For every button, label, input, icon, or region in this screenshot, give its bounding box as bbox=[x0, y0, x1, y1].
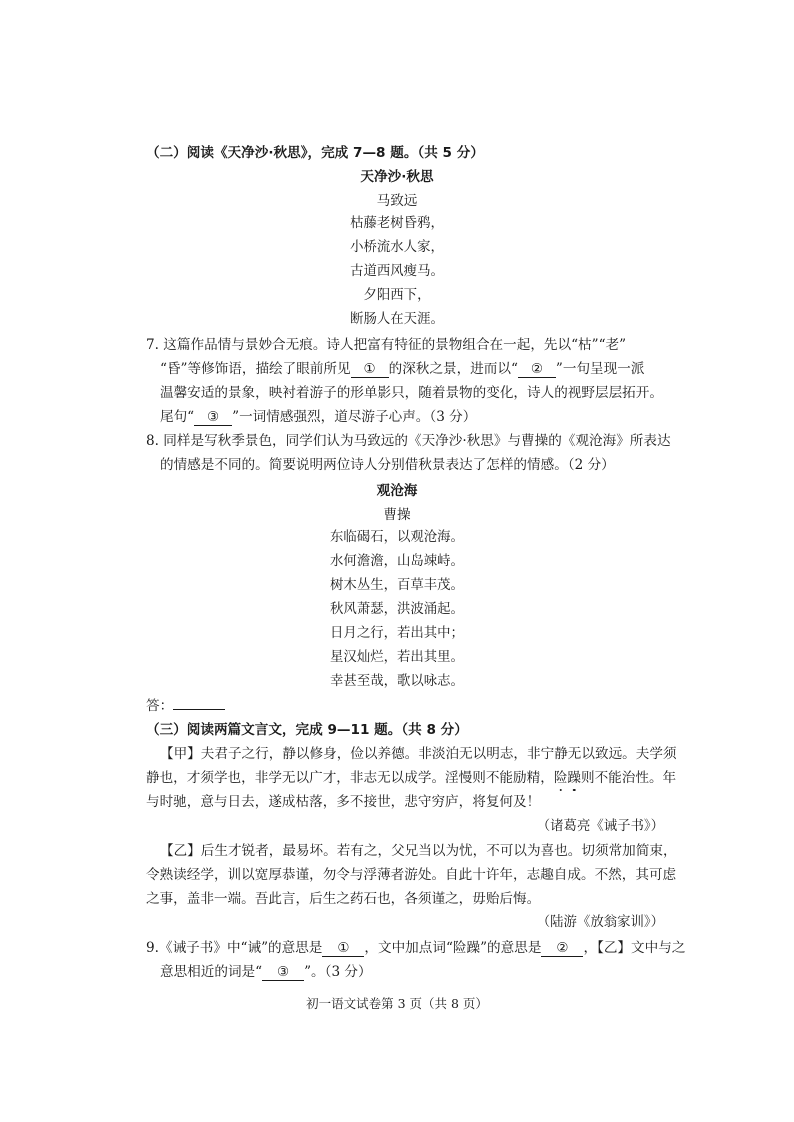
q8-line: 的情感是不同的。简要说明两位诗人分别借秋景表达了怎样的情感。（2 分） bbox=[160, 457, 615, 473]
poem1-line: 断肠人在天涯。 bbox=[350, 312, 444, 327]
poem2-title: 观沧海 bbox=[376, 483, 418, 499]
q7-blank-3[interactable]: ③ bbox=[194, 410, 232, 426]
q7-blank-2[interactable]: ② bbox=[518, 362, 556, 378]
jia-line: 【甲】夫君子之行，静以修身，俭以养德。非淡泊无以明志，非宁静无以致远。夫学须 bbox=[160, 746, 677, 762]
dotted-char: 险 bbox=[553, 770, 568, 786]
jia-line: 与时驰，意与日去，遂成枯落，多不接世，悲守穷庐，将复何及！ bbox=[146, 794, 541, 810]
q7-text: ”一词情感强烈，道尽游子心声。（3 分） bbox=[232, 409, 477, 425]
jia-line bbox=[146, 770, 676, 786]
q7-line: 7. 这篇作品情与景妙合无痕。诗人把富有特征的景物组合在一起，先以“枯”“老” bbox=[146, 337, 627, 353]
poem1-line: 小桥流水人家， bbox=[350, 240, 444, 255]
q8-line: 8. 同样是写秋季景色，同学们认为马致远的《天净沙·秋思》与曹操的《观沧海》所表达 bbox=[146, 433, 671, 449]
poem2-line: 树木丛生，百草丰茂。 bbox=[330, 578, 464, 593]
yi-line: 令熟读经学，训以宽厚恭谨，勿令与浮薄者游处。自此十许年，志趣自成。不然，其可虑 bbox=[146, 867, 677, 883]
q9-line bbox=[160, 964, 372, 981]
poem2-line: 日月之行，若出其中； bbox=[330, 626, 464, 641]
page-footer: 初一语文试卷第 3 页（共 8 页） bbox=[306, 996, 488, 1011]
q7-blank-1[interactable]: ① bbox=[351, 362, 389, 378]
poem2-author: 曹操 bbox=[383, 507, 411, 523]
q9-text: 9.《诫子书》中“诫”的意思是 bbox=[146, 940, 323, 956]
q9-blank-3[interactable]: ③ bbox=[262, 965, 304, 981]
q9-blank-2[interactable]: ② bbox=[541, 941, 583, 957]
poem2-line: 东临碣石，以观沧海。 bbox=[330, 530, 464, 545]
answer-row bbox=[146, 698, 225, 714]
answer-label: 答： bbox=[146, 698, 174, 714]
poem1-line: 枯藤老树昏鸦， bbox=[350, 216, 444, 231]
q7-line bbox=[160, 361, 644, 378]
yi-line: 【乙】后生才锐者，最易坏。若有之，父兄当以为忧，不可以为喜也。切须常加简束， bbox=[160, 843, 677, 859]
dotted-char: 躁 bbox=[567, 770, 581, 786]
poem1-author: 马致远 bbox=[376, 193, 418, 209]
q7-line bbox=[160, 409, 476, 426]
q9-text: ”。（3 分） bbox=[304, 964, 372, 980]
poem1-line: 古道西风瘦马。 bbox=[350, 264, 444, 279]
jia-source: （诸葛亮《诫子书》） bbox=[536, 819, 664, 834]
q9-text: ，【乙】文中与之 bbox=[583, 940, 686, 956]
poem2-line: 星汉灿烂，若出其里。 bbox=[330, 650, 464, 665]
poem1-title: 天净沙·秋思 bbox=[360, 169, 434, 185]
q9-blank-1[interactable]: ① bbox=[322, 941, 364, 957]
poem2-line: 幸甚至哉，歌以咏志。 bbox=[330, 674, 464, 689]
poem2-line: 水何澹澹，山岛竦峙。 bbox=[330, 554, 464, 569]
poem2-line: 秋风萧瑟，洪波涌起。 bbox=[330, 602, 464, 617]
q7-text: “昏”等修饰语，描绘了眼前所见 bbox=[160, 361, 351, 377]
q7-line: 温馨安适的景象，映衬着游子的形单影只，随着景物的变化，诗人的视野层层拓开。 bbox=[160, 385, 663, 401]
q7-text: 的深秋之景，进而以“ bbox=[388, 361, 518, 377]
yi-line: 之事，盖非一端。吾此言，后生之药石也，各须谨之，毋贻后悔。 bbox=[146, 891, 541, 907]
jia-text: 静也，才须学也，非学无以广才，非志无以成学。淫慢则不能励精， bbox=[146, 770, 554, 786]
q7-text: 尾句“ bbox=[160, 409, 195, 425]
yi-source: （陆游《放翁家训》） bbox=[536, 915, 664, 930]
poem1-line: 夕阳西下， bbox=[363, 288, 431, 303]
q9-line bbox=[146, 940, 685, 957]
answer-blank[interactable] bbox=[173, 709, 225, 710]
q9-text: ，文中加点词“险躁”的意思是 bbox=[364, 940, 542, 956]
section2-header: （二）阅读《天净沙·秋思》，完成 7—8 题。（共 5 分） bbox=[146, 145, 484, 161]
jia-text: 则不能治性。年 bbox=[581, 770, 677, 786]
q9-text: 意思相近的词是“ bbox=[160, 964, 263, 980]
section3-header: （三）阅读两篇文言文，完成 9—11 题。（共 8 分） bbox=[146, 722, 468, 738]
q7-text: ”一句呈现一派 bbox=[555, 361, 645, 377]
